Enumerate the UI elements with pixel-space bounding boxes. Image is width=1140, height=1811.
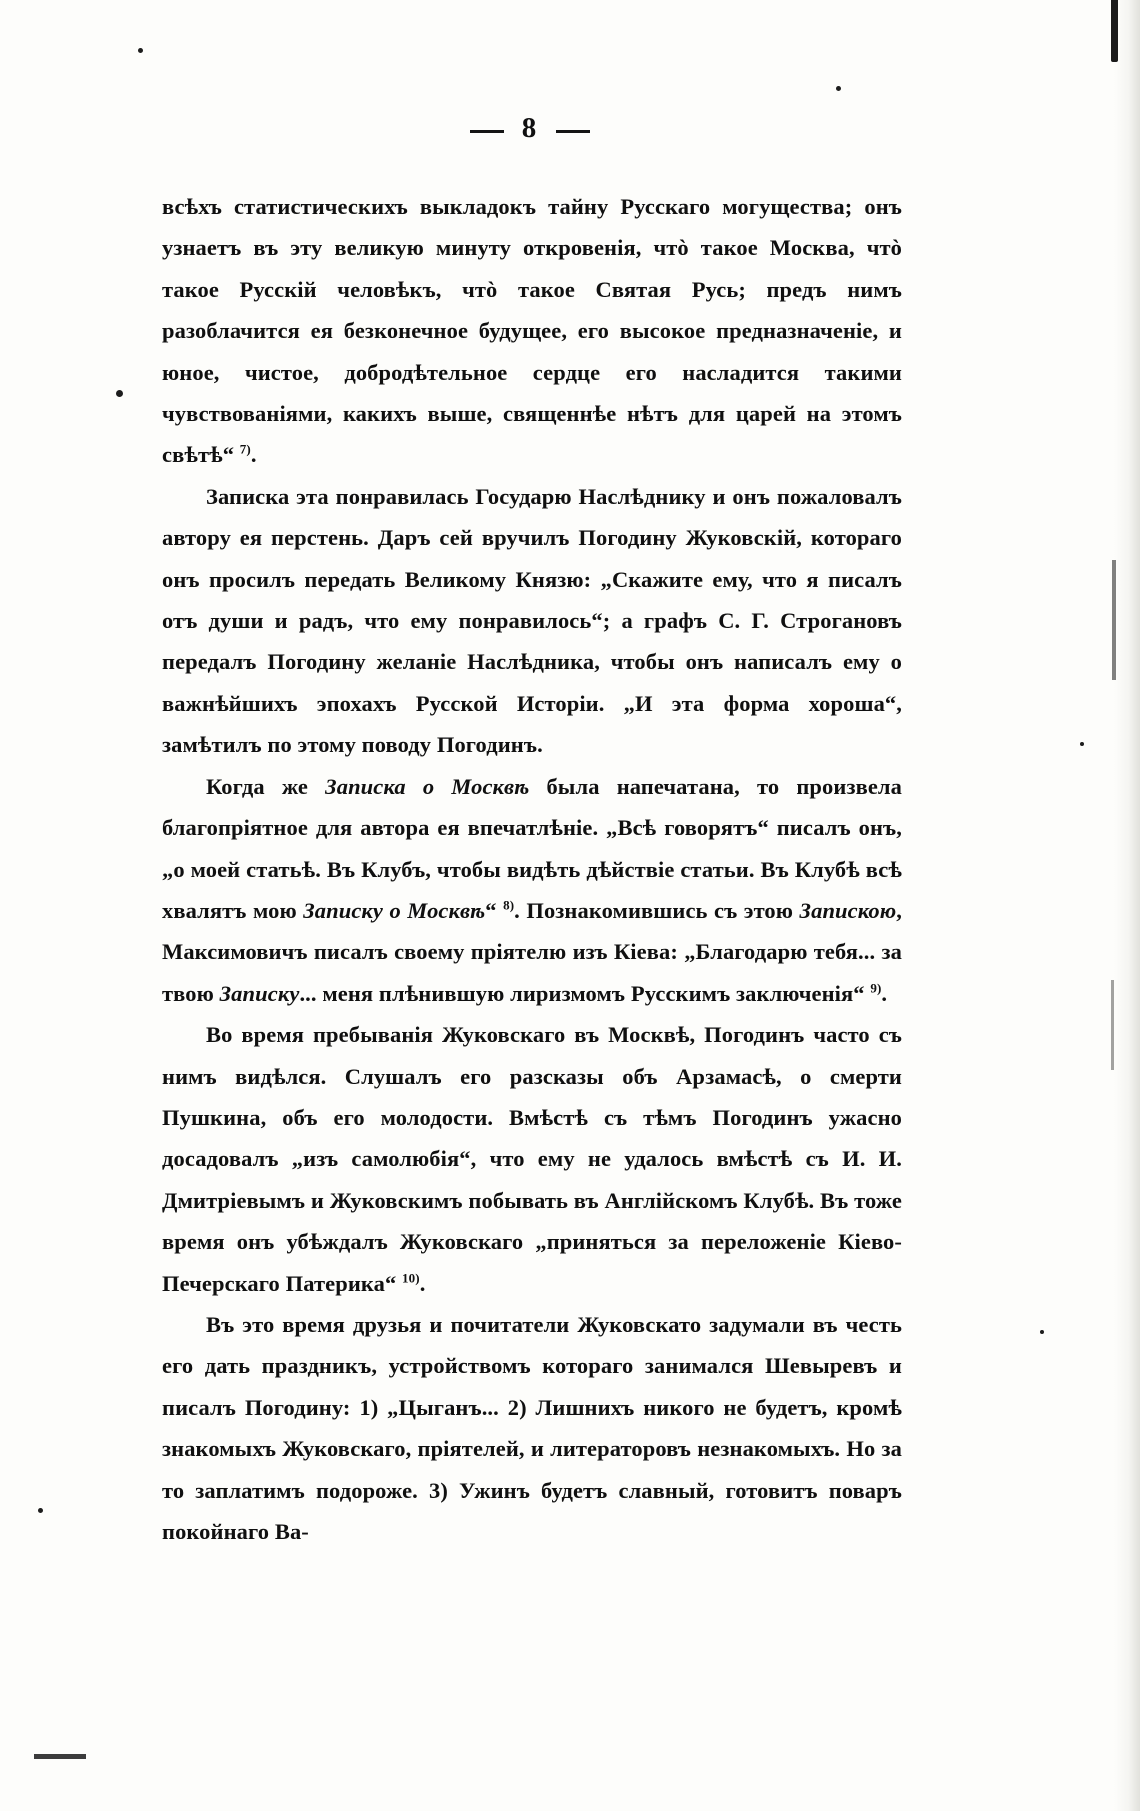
footnote-ref-10: 10) <box>402 1270 420 1286</box>
paragraph-5-text: Въ это время друзья и почитатели Жуковскато задумали въ честь его дать праздникъ, устройствомъ котораго занимался Шевыревъ и писалъ Погодину: 1) „Цыганъ... 2) Лишнихъ никого не будетъ, кромѣ знакомыхъ Жуковскаго, пріятелей, и литераторовъ незнакомыхъ. Но за то заплатимъ подороже. 3) Ужинъ будетъ славный, готовитъ поваръ покойнаго Ва- <box>162 1311 902 1544</box>
folio-rule-left <box>470 130 504 133</box>
footnote-ref-9: 9) <box>870 980 882 996</box>
scan-artifact-mid-right-lower <box>1111 980 1114 1070</box>
paragraph-3-mid2: “ <box>485 897 504 923</box>
scan-artifact-mid-right <box>1112 560 1116 680</box>
paragraph-3-mid4: , Максимовичъ писалъ своему пріятелю изъ Кіева: „Благодарю тебя... за твою <box>162 897 903 1006</box>
paragraph-1: всѣхъ статистическихъ выкладокъ тайну Русскаго могущества; онъ узнаетъ въ эту великую минуту откровенія, чтò такое Москва, чтò такое Русскій человѣкъ, чтò такое Святая Русь; предъ нимъ разоблачится ея безконечное будущее, его высокое предназначеніе, и юное, чистое, добродѣтельное сердце его насладится такими чувствованіями, какихъ выше, священнѣе нѣтъ для царей на этомъ свѣтѣ“ $^{7)}$. <box>162 194 902 468</box>
paragraph-2 <box>162 476 902 766</box>
scan-speck <box>836 86 841 91</box>
paragraph-3-mid3: . Познакомившись съ этою <box>514 897 800 923</box>
scan-speck <box>38 1508 43 1513</box>
title-zapisku: Записку <box>219 980 300 1006</box>
page-folio <box>0 112 1060 145</box>
footnote-ref-8: 8) <box>503 897 515 913</box>
title-zapiska-o-moskve-2: Записку о Москвѣ <box>303 897 486 923</box>
scan-artifact-top-right <box>1111 0 1118 62</box>
page-edge-shadow <box>1114 0 1140 1811</box>
title-zapiskoyu: Запискою <box>799 897 897 923</box>
folio-rule-right <box>556 130 590 133</box>
paragraph-4-text: Во время пребыванія Жуковскаго въ Москвѣ, Погодинъ часто съ нимъ видѣлся. Слушалъ его разсказы объ Арзамасѣ, о смерти Пушкина, объ его молодости. Вмѣстѣ съ тѣмъ Погодинъ ужасно досадовалъ „изъ самолюбія“, что ему не удалось вмѣстѣ съ И. И. Дмитріевымъ и Жуковскимъ побывать въ Англійскомъ Клубѣ. Въ тоже время онъ убѣждалъ Жуковскаго „приняться за переложеніе Кіево-Печерскаго Патерика“ <box>162 1022 902 1296</box>
title-zapiska-o-moskve-1: Записка о Москвѣ <box>325 773 530 799</box>
paragraph-3 <box>162 766 902 1014</box>
paragraph-4 <box>162 1014 902 1304</box>
body-text-column <box>162 186 902 1552</box>
scan-speck <box>138 48 143 53</box>
paragraph-5 <box>162 1304 902 1552</box>
scan-speck <box>116 390 123 397</box>
paragraph-4-tail: . <box>419 1270 426 1296</box>
paragraph-3-mid1: была напечатана, то произвела благопріятное для автора ея впечатлѣніе. „Всѣ говорятъ“ писалъ онъ, „о моей статьѣ. Въ Клубъ, чтобы видѣть дѣйствіе статьи. Въ Клубѣ всѣ хвалятъ мою <box>162 773 903 923</box>
page-number: 8 <box>521 112 539 144</box>
paragraph-3-mid5: ... меня плѣнившую лиризмомъ Русскимъ заключенія“ <box>299 980 871 1006</box>
footnote-ref-7: 7) <box>239 441 251 457</box>
scan-speck <box>1080 742 1084 746</box>
scan-artifact-bottom-left <box>34 1754 86 1759</box>
paragraph-1-text: всѣхъ статистическихъ выкладокъ тайну Русскаго могущества; онъ узнаетъ въ эту великую минуту откровенія, чтò такое Москва, чтò такое Русскій человѣкъ, чтò такое Святая Русь; предъ нимъ разоблачится ея безконечное будущее, его высокое предназначеніе, и юное, чистое, добродѣтельное сердце его насладится такими чувствованіями, какихъ выше, священнѣе нѣтъ для царей на этомъ свѣтѣ“ <box>162 194 902 468</box>
paragraph-3-tail: . <box>881 980 888 1006</box>
paragraph-3-lead: Когда же <box>206 773 326 799</box>
paragraph-2-text: Записка эта понравилась Государю Наслѣднику и онъ пожаловалъ автору ея перстень. Даръ сей вручилъ Погодину Жуковскій, котораго онъ просилъ передать Великому Князю: „Скажите ему, что я писалъ отъ души и радъ, что ему понравилось“; а графъ С. Г. Строгановъ передалъ Погодину желаніе Наслѣдника, чтобы онъ написалъ ему о важнѣйшихъ эпохахъ Русской Исторіи. „И эта форма хороша“, замѣтилъ по этому поводу Погодинъ. <box>162 483 902 758</box>
scan-speck <box>1040 1330 1044 1334</box>
